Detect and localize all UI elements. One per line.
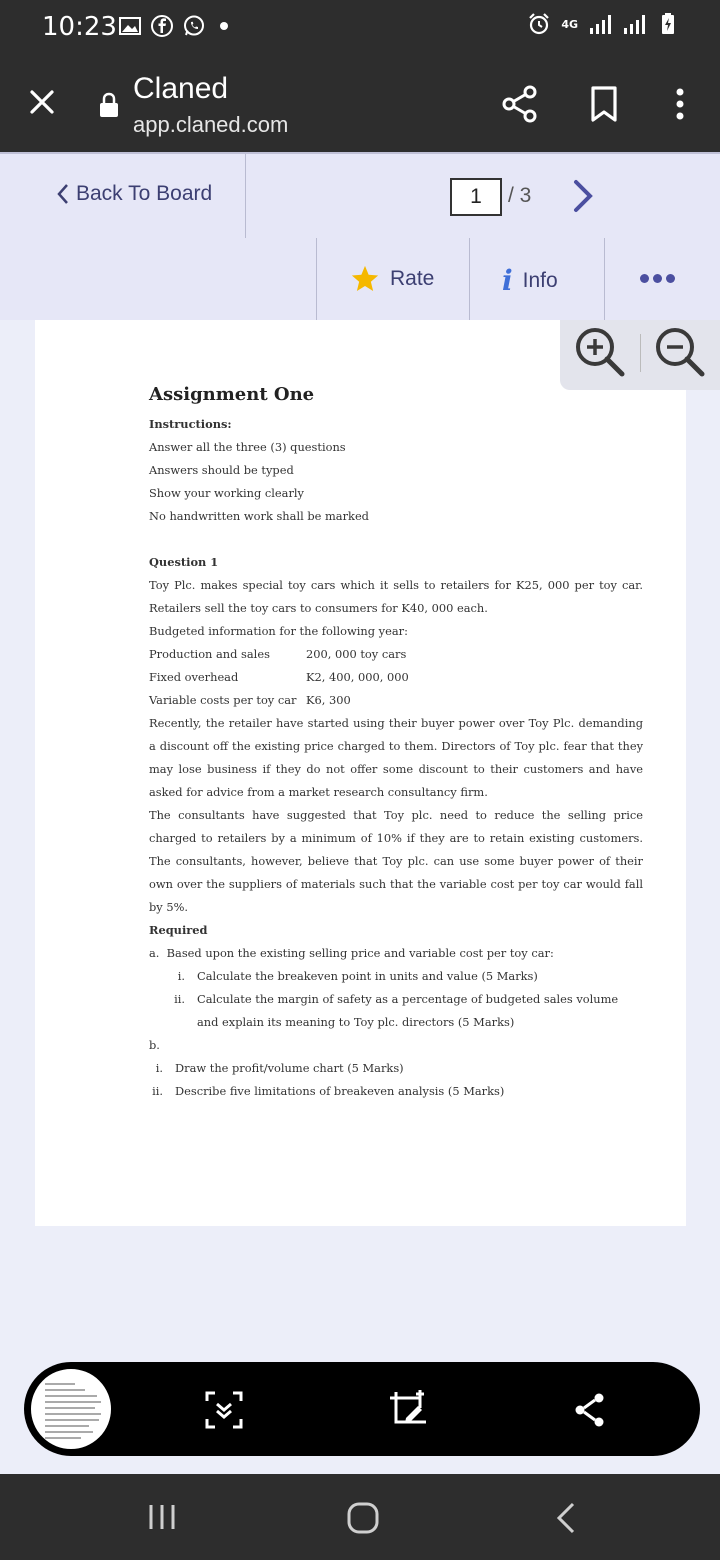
document-page bbox=[35, 320, 686, 1226]
item-number: i. bbox=[155, 1061, 163, 1075]
site-title: Claned bbox=[133, 72, 229, 105]
part-b-item bbox=[149, 1080, 643, 1103]
status-time: 10:23 bbox=[42, 12, 117, 42]
part-b: b. bbox=[149, 1038, 160, 1052]
recent-apps-button[interactable] bbox=[146, 1502, 178, 1532]
more-actions-button[interactable] bbox=[640, 274, 675, 283]
zoom-out-button[interactable] bbox=[652, 324, 706, 378]
zoom-controls bbox=[560, 320, 720, 390]
document-content bbox=[149, 384, 643, 1103]
budget-value: K6, 300 bbox=[306, 693, 351, 707]
next-page-button[interactable] bbox=[570, 176, 598, 216]
item-text: Calculate the margin of safety as a percentage of budgeted sales volume and explain its meaning to Toy plc. directors (5 Marks) bbox=[197, 992, 619, 1029]
alarm-icon bbox=[527, 12, 551, 36]
divider bbox=[604, 238, 605, 322]
chevron-left-icon bbox=[56, 183, 70, 205]
instruction-item: No handwritten work shall be marked bbox=[149, 509, 369, 523]
divider bbox=[316, 238, 317, 322]
screenshot-thumbnail[interactable] bbox=[28, 1366, 114, 1452]
item-text: Describe five limitations of breakeven analysis (5 Marks) bbox=[175, 1084, 505, 1098]
item-number: ii. bbox=[174, 992, 185, 1006]
budget-label: Fixed overhead bbox=[149, 670, 239, 684]
budget-label: Variable costs per toy car bbox=[149, 693, 297, 707]
share-screenshot-icon[interactable] bbox=[572, 1390, 608, 1430]
budget-row bbox=[149, 643, 643, 666]
instruction-item: Answer all the three (3) questions bbox=[149, 440, 346, 454]
paragraph: Recently, the retailer have started using their buyer power over Toy Plc. demanding a discount off the existing price charged to them. Directors of Toy plc. fear that they may lose business if they do not offer some discount to their customers and have asked for advice from a market research consultancy firm. bbox=[149, 716, 643, 799]
budget-row bbox=[149, 666, 643, 689]
rate-button[interactable] bbox=[350, 264, 434, 294]
budget-value: K2, 400, 000, 000 bbox=[306, 670, 409, 684]
back-to-board-link[interactable] bbox=[56, 182, 212, 206]
viewer-toolbar bbox=[0, 152, 720, 320]
item-number: i. bbox=[177, 969, 185, 983]
star-icon bbox=[350, 264, 380, 294]
zoom-in-button[interactable] bbox=[572, 324, 626, 378]
item-number: ii. bbox=[152, 1084, 163, 1098]
info-button[interactable] bbox=[502, 264, 558, 297]
part-a-item bbox=[149, 988, 643, 1034]
rate-label: Rate bbox=[390, 267, 435, 290]
home-button[interactable] bbox=[345, 1501, 381, 1535]
back-to-board-label: Back To Board bbox=[76, 182, 213, 205]
back-button[interactable] bbox=[553, 1500, 579, 1536]
facebook-icon bbox=[150, 14, 174, 38]
budget-value: 200, 000 toy cars bbox=[306, 647, 407, 661]
divider bbox=[245, 154, 246, 238]
info-label: Info bbox=[522, 268, 558, 292]
item-text: Calculate the breakeven point in units and value (5 Marks) bbox=[197, 969, 538, 983]
share-button[interactable] bbox=[500, 84, 540, 124]
screenshot-toolbar bbox=[24, 1362, 700, 1456]
signal-icon bbox=[588, 12, 612, 36]
lock-icon bbox=[98, 92, 120, 118]
divider bbox=[640, 334, 641, 372]
system-icons bbox=[527, 12, 680, 36]
budget-label: Production and sales bbox=[149, 647, 270, 661]
instructions-heading: Instructions: bbox=[149, 417, 232, 431]
budget-heading: Budgeted information for the following year: bbox=[149, 624, 408, 638]
instruction-item: Show your working clearly bbox=[149, 486, 304, 500]
battery-icon bbox=[656, 12, 680, 36]
instruction-item: Answers should be typed bbox=[149, 463, 294, 477]
info-icon: i bbox=[502, 264, 513, 297]
divider bbox=[469, 238, 470, 322]
part-a-item bbox=[149, 965, 643, 988]
browser-bar bbox=[0, 56, 720, 152]
status-bar bbox=[0, 0, 720, 56]
signal-2-icon bbox=[622, 12, 646, 36]
required-heading: Required bbox=[149, 923, 208, 937]
crop-edit-icon[interactable] bbox=[386, 1388, 430, 1432]
question-intro: Toy Plc. makes special toy cars which it sells to retailers for K25, 000 per toy car. Retailers sell the toy cars to consumers for K40, 000 each. bbox=[149, 578, 643, 615]
more-options-button[interactable] bbox=[664, 84, 696, 124]
notification-icons bbox=[118, 14, 228, 38]
paragraph: The consultants have suggested that Toy plc. need to reduce the selling price charged to retailers by a minimum of 10% if they are to retain existing customers. The consultants, however, believe that Toy plc. can use some buyer power of their own over the suppliers of materials such that the variable cost per toy car would fall by 5%. bbox=[149, 808, 643, 914]
gallery-icon bbox=[118, 14, 142, 38]
whatsapp-icon bbox=[182, 14, 206, 38]
bookmark-button[interactable] bbox=[586, 84, 622, 124]
budget-row bbox=[149, 689, 643, 712]
site-url[interactable]: app.claned.com bbox=[133, 112, 289, 137]
scroll-capture-icon[interactable] bbox=[204, 1390, 244, 1430]
close-tab-button[interactable] bbox=[24, 84, 60, 120]
document-viewer[interactable] bbox=[0, 320, 720, 1470]
question-heading: Question 1 bbox=[149, 555, 219, 569]
part-b-item bbox=[149, 1057, 643, 1080]
network-type-label: 4G bbox=[561, 17, 578, 31]
page-total: / 3 bbox=[508, 184, 532, 207]
more-notifications-dot bbox=[220, 22, 228, 30]
part-a: a. Based upon the existing selling price and variable cost per toy car: bbox=[149, 946, 554, 960]
system-navigation-bar bbox=[0, 1474, 720, 1560]
item-text: Draw the profit/volume chart (5 Marks) bbox=[175, 1061, 404, 1075]
document-title: Assignment One bbox=[149, 384, 315, 405]
page-number-input[interactable]: 1 bbox=[450, 178, 502, 216]
